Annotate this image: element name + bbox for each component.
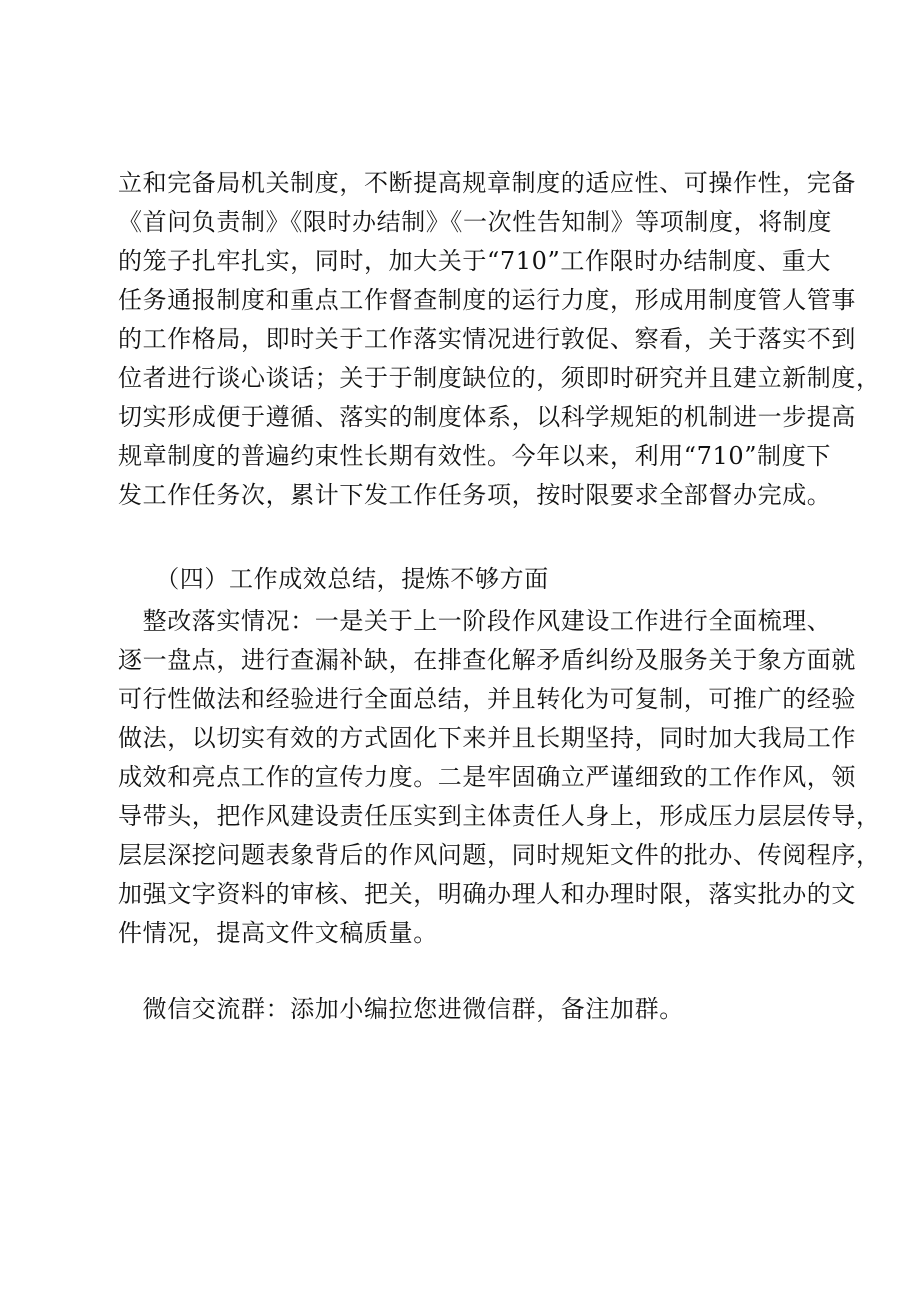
paragraph-line: 任务通报制度和重点工作督查制度的运行力度，形成用制度管人管事	[118, 286, 856, 314]
paragraph-line: 逐一盘点，进行查漏补缺，在排查化解矛盾纠纷及服务关于象方面就	[118, 646, 856, 674]
paragraph-line: 成效和亮点工作的宣传力度。二是牢固确立严谨细致的工作作风，领	[118, 763, 856, 791]
paragraph-line: 层层深挖问题表象背后的作风问题，同时规矩文件的批办、传阅程序，	[118, 841, 881, 869]
paragraph-line: 的工作格局，即时关于工作落实情况进行敦促、察看，关于落实不到	[118, 325, 856, 353]
paragraph-line: 件情况，提高文件文稿质量。	[118, 919, 438, 947]
paragraph-line: 做法，以切实有效的方式固化下来并且长期坚持，同时加大我局工作	[118, 724, 856, 752]
paragraph-line: 整改落实情况：一是关于上一阶段作风建设工作进行全面梳理、	[118, 607, 832, 635]
wechat-group-note	[118, 990, 818, 1029]
paragraph-line: 立和完备局机关制度，不断提高规章制度的适应性、可操作性，完备	[118, 169, 856, 197]
section-heading	[118, 560, 818, 599]
paragraph-line: 导带头，把作风建设责任压实到主体责任人身上，形成压力层层传导，	[118, 802, 881, 830]
paragraph-line: 的笼子扎牢扎实，同时，加大关于“710”工作限时办结制度、重大	[118, 247, 831, 275]
paragraph-line: 《首问负责制》《限时办结制》《一次性告知制》等项制度，将制度	[118, 208, 832, 236]
paragraph-line: 可行性做法和经验进行全面总结，并且转化为可复制，可推广的经验	[118, 685, 856, 713]
wechat-group-note-text: 微信交流群：添加小编拉您进微信群，备注加群。	[118, 995, 684, 1023]
paragraph-line: 规章制度的普遍约束性长期有效性。今年以来，利用“710”制度下	[118, 442, 831, 470]
paragraph-rectification	[118, 602, 881, 953]
paragraph-line: 位者进行谈心谈话；关于于制度缺位的，须即时研究并且建立新制度，	[118, 364, 881, 392]
paragraph-institution-building	[118, 164, 881, 515]
paragraph-line: 发工作任务次，累计下发工作任务项，按时限要求全部督办完成。	[118, 481, 832, 509]
paragraph-line: 加强文字资料的审核、把关，明确办理人和办理时限，落实批办的文	[118, 880, 856, 908]
section-heading-text: （四）工作成效总结，提炼不够方面	[118, 565, 549, 593]
paragraph-line: 切实形成便于遵循、落实的制度体系，以科学规矩的机制进一步提高	[118, 403, 856, 431]
